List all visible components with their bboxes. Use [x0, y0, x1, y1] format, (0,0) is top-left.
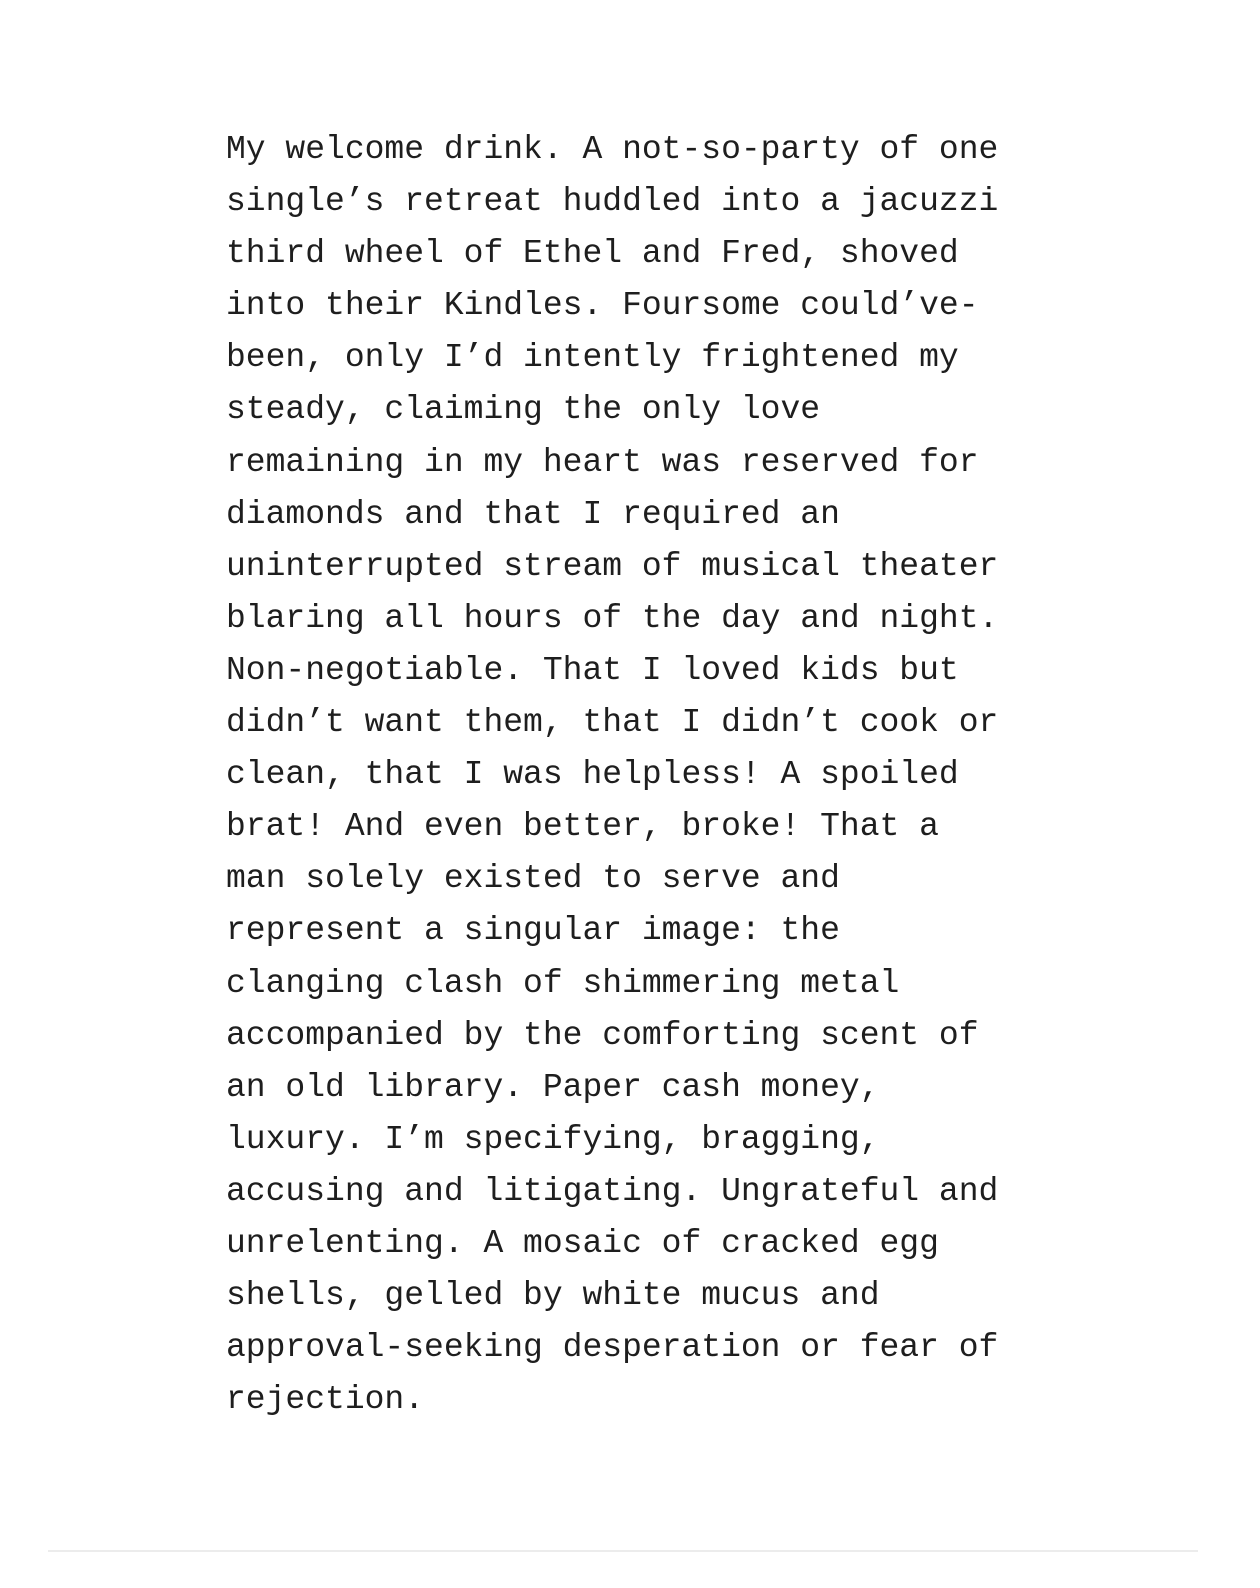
text-line: clean, that I was helpless! A spoiled: [226, 756, 959, 794]
text-line: into their Kindles. Foursome could’ve-: [226, 287, 979, 325]
text-line: brat! And even better, broke! That a: [226, 808, 939, 846]
text-line: uninterrupted stream of musical theater: [226, 547, 999, 585]
text-line: approval-seeking desperation or fear of: [226, 1329, 999, 1367]
prose-paragraph: [226, 124, 1046, 1426]
text-line: diamonds and that I required an: [226, 495, 840, 533]
text-line: My welcome drink. A not-so-party of one: [226, 131, 999, 168]
text-line: represent a singular image: the: [226, 912, 840, 950]
text-line: steady, claiming the only love: [226, 391, 821, 429]
bottom-divider: [48, 1550, 1198, 1552]
text-line: clanging clash of shimmering metal: [226, 964, 900, 1002]
text-line: accusing and litigating. Ungrateful and: [226, 1172, 999, 1210]
text-line: blaring all hours of the day and night.: [226, 599, 999, 637]
text-line: been, only I’d intently frightened my: [226, 339, 959, 377]
text-line: rejection.: [226, 1381, 425, 1419]
text-line: Non-negotiable. That I loved kids but: [226, 651, 959, 689]
text-line: luxury. I’m specifying, bragging,: [226, 1120, 880, 1158]
text-line: remaining in my heart was reserved for: [226, 443, 979, 481]
text-line: man solely existed to serve and: [226, 860, 840, 898]
text-line: unrelenting. A mosaic of cracked egg: [226, 1224, 939, 1262]
text-line: shells, gelled by white mucus and: [226, 1277, 880, 1315]
text-line: an old library. Paper cash money,: [226, 1068, 880, 1106]
text-line: accompanied by the comforting scent of: [226, 1016, 979, 1054]
text-line: didn’t want them, that I didn’t cook or: [226, 704, 999, 742]
text-line: single’s retreat huddled into a jacuzzi: [226, 183, 999, 221]
text-line: third wheel of Ethel and Fred, shoved: [226, 235, 959, 273]
